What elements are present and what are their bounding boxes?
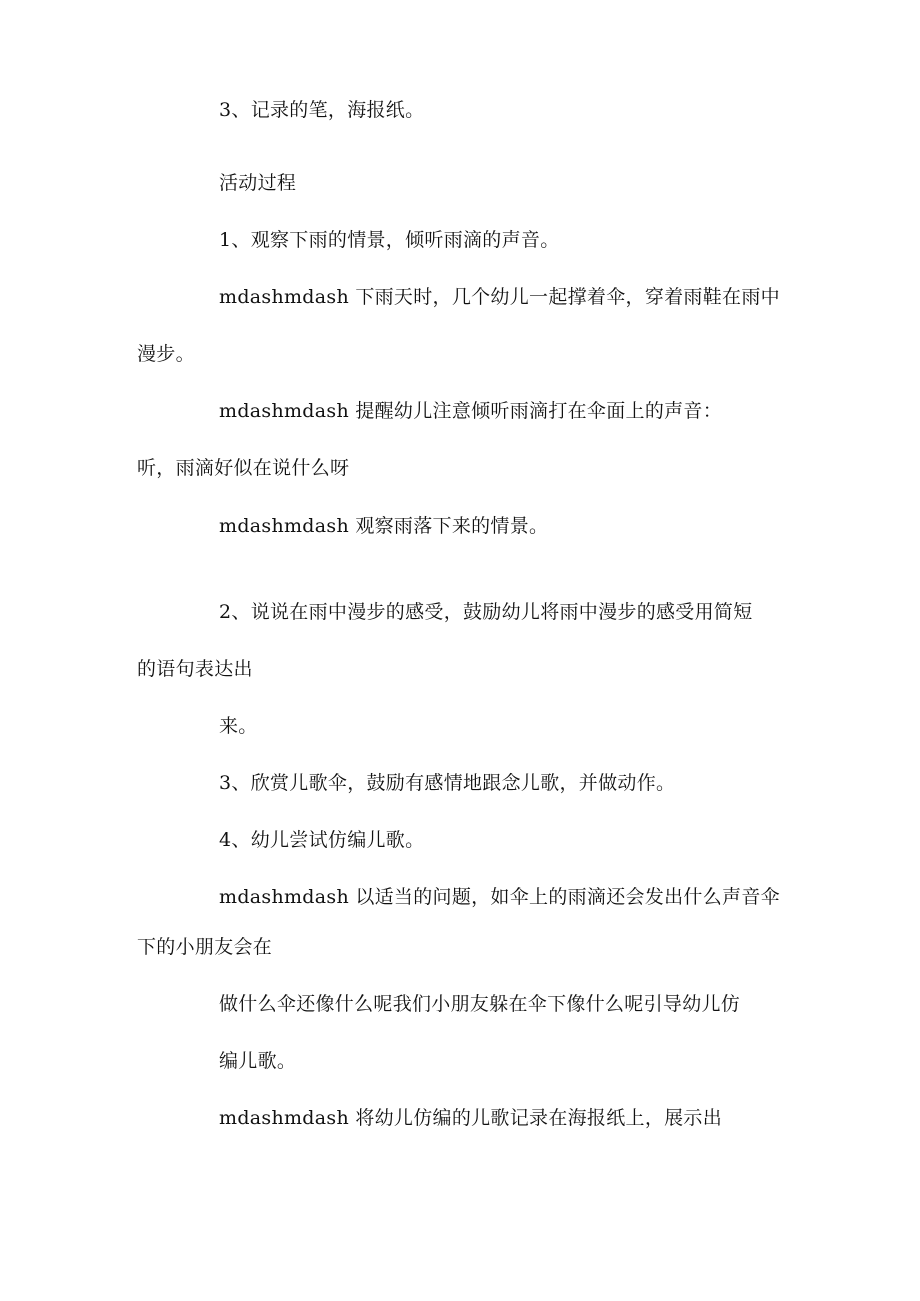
step-4-paragraph-1-line-4: 编儿歌。	[219, 1050, 297, 1072]
material-item-3: 3、记录的笔，海报纸。	[219, 99, 425, 121]
step-1-paragraph-1-line-2: 漫步。	[137, 343, 195, 365]
step-1-paragraph-2-line-1: mdashmdash 提醒幼儿注意倾听雨滴打在伞面上的声音：	[219, 400, 723, 422]
step-1-heading: 1、观察下雨的情景，倾听雨滴的声音。	[219, 229, 560, 251]
step-1-paragraph-1-line-1: mdashmdash 下雨天时，几个幼儿一起撑着伞，穿着雨鞋在雨中	[219, 286, 780, 308]
step-2-line-2: 的语句表达出	[137, 658, 253, 680]
step-4-paragraph-1-line-2: 下的小朋友会在	[137, 936, 273, 958]
step-1-paragraph-3: mdashmdash 观察雨落下来的情景。	[219, 515, 549, 537]
step-4-paragraph-1-line-1: mdashmdash 以适当的问题，如伞上的雨滴还会发出什么声音伞	[219, 886, 780, 908]
step-2-line-3: 来。	[219, 715, 258, 737]
step-4-paragraph-2: mdashmdash 将幼儿仿编的儿歌记录在海报纸上，展示出	[219, 1107, 723, 1129]
step-4-heading: 4、幼儿尝试仿编儿歌。	[219, 829, 425, 851]
step-2-line-1: 2、说说在雨中漫步的感受，鼓励幼儿将雨中漫步的感受用简短	[219, 601, 753, 623]
step-4-paragraph-1-line-3: 做什么伞还像什么呢我们小朋友躲在伞下像什么呢引导幼儿仿	[219, 993, 741, 1015]
section-heading-activity-process: 活动过程	[219, 172, 297, 194]
step-1-paragraph-2-line-2: 听，雨滴好似在说什么呀	[137, 457, 350, 479]
step-3-line: 3、欣赏儿歌伞，鼓励有感情地跟念儿歌，并做动作。	[219, 772, 676, 794]
